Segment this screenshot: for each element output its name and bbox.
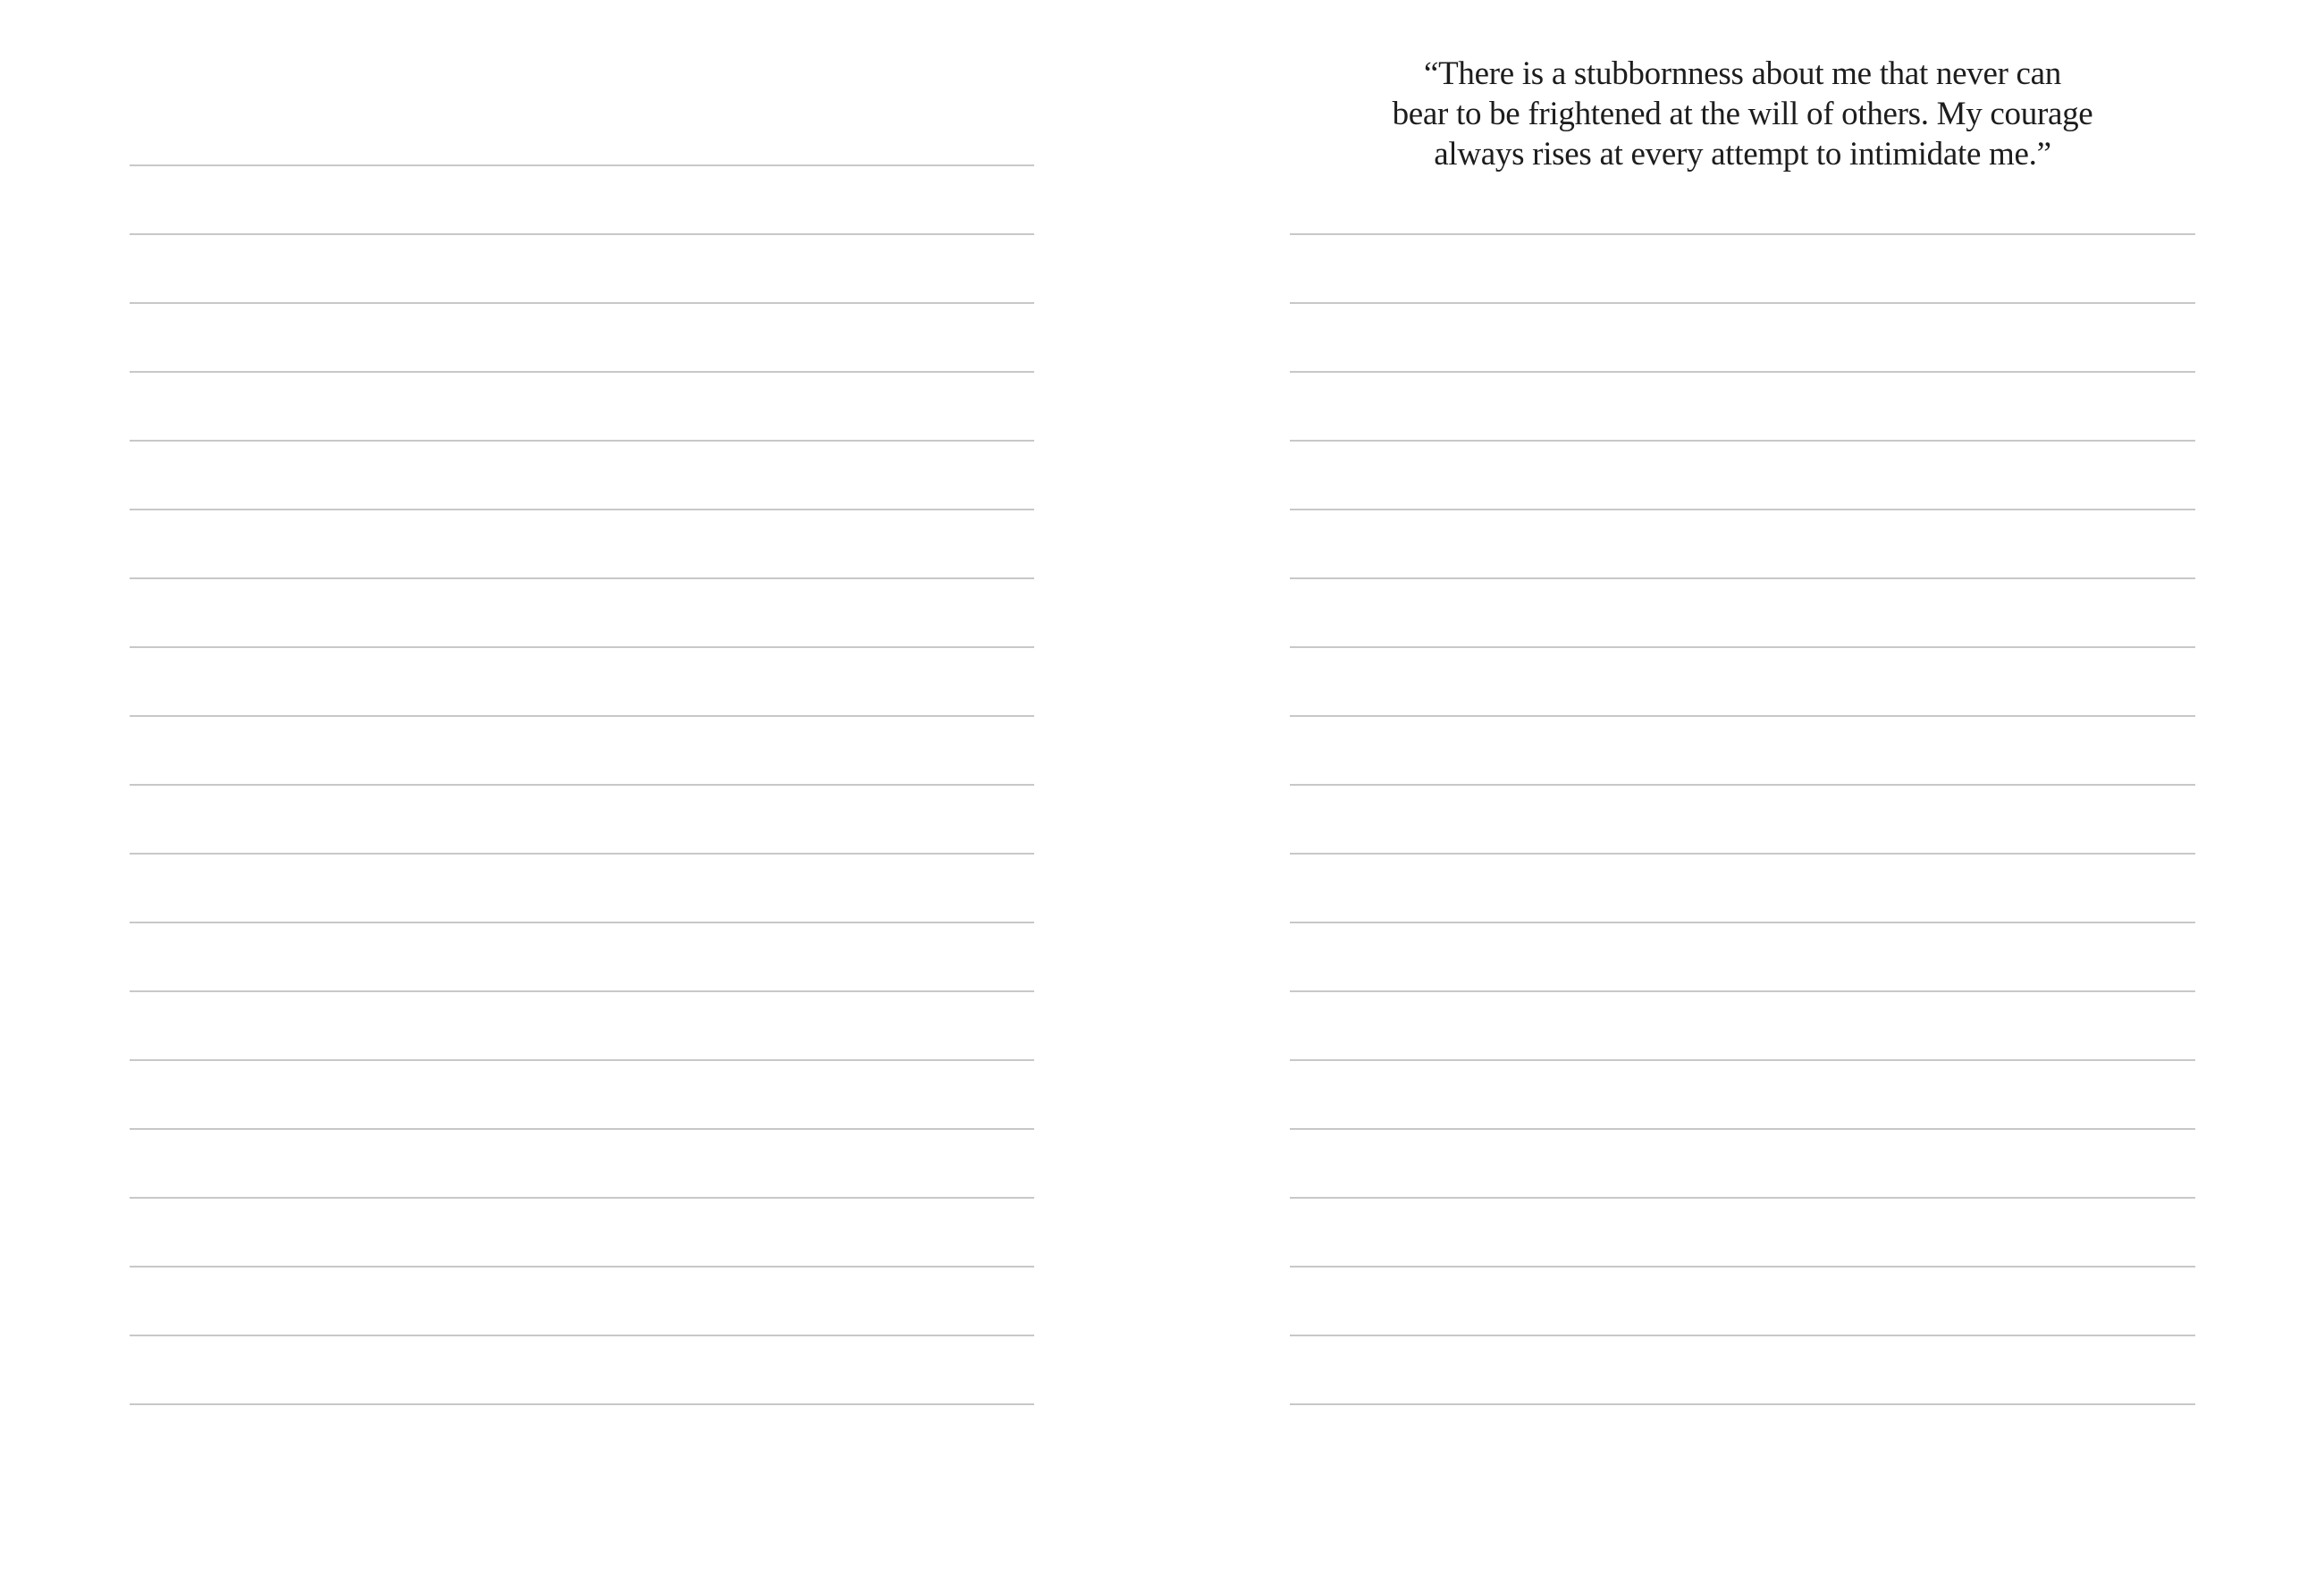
ruled-line (1290, 577, 2195, 579)
ruled-line (130, 371, 1034, 373)
ruled-line (130, 302, 1034, 304)
ruled-line (130, 784, 1034, 786)
ruled-line (1290, 990, 2195, 992)
quote-line-3: always rises at every attempt to intimidate me.” (1434, 136, 2051, 173)
ruled-line (130, 577, 1034, 579)
left-page-rules (130, 164, 1034, 1405)
ruled-line (1290, 371, 2195, 373)
ruled-line (1290, 302, 2195, 304)
ruled-line (1290, 1335, 2195, 1336)
ruled-line (1290, 1403, 2195, 1405)
ruled-line (130, 715, 1034, 717)
right-page-rules (1290, 233, 2195, 1405)
ruled-line (1290, 440, 2195, 442)
ruled-line (1290, 715, 2195, 717)
ruled-line (130, 646, 1034, 648)
ruled-line (130, 853, 1034, 855)
ruled-line (130, 990, 1034, 992)
ruled-line (130, 440, 1034, 442)
ruled-line (130, 1335, 1034, 1336)
ruled-line (1290, 853, 2195, 855)
ruled-line (130, 1197, 1034, 1199)
ruled-line (1290, 1197, 2195, 1199)
ruled-line (130, 1266, 1034, 1268)
quote-line-1: “There is a stubbornness about me that never can (1423, 55, 2061, 92)
ruled-line (130, 233, 1034, 235)
quote-line-2: bear to be frightened at the will of others. My courage (1392, 96, 2093, 132)
ruled-line (1290, 1266, 2195, 1268)
ruled-line (130, 509, 1034, 510)
ruled-line (1290, 233, 2195, 235)
ruled-line (130, 1128, 1034, 1130)
ruled-line (1290, 1059, 2195, 1061)
ruled-line (1290, 1128, 2195, 1130)
ruled-line (1290, 922, 2195, 923)
ruled-line (130, 1059, 1034, 1061)
ruled-line (1290, 509, 2195, 510)
ruled-line (1290, 784, 2195, 786)
right-page (1162, 0, 2324, 1575)
ruled-line (130, 1403, 1034, 1405)
quote (1290, 54, 2195, 174)
ruled-line (130, 164, 1034, 166)
ruled-line (130, 922, 1034, 923)
ruled-line (1290, 646, 2195, 648)
